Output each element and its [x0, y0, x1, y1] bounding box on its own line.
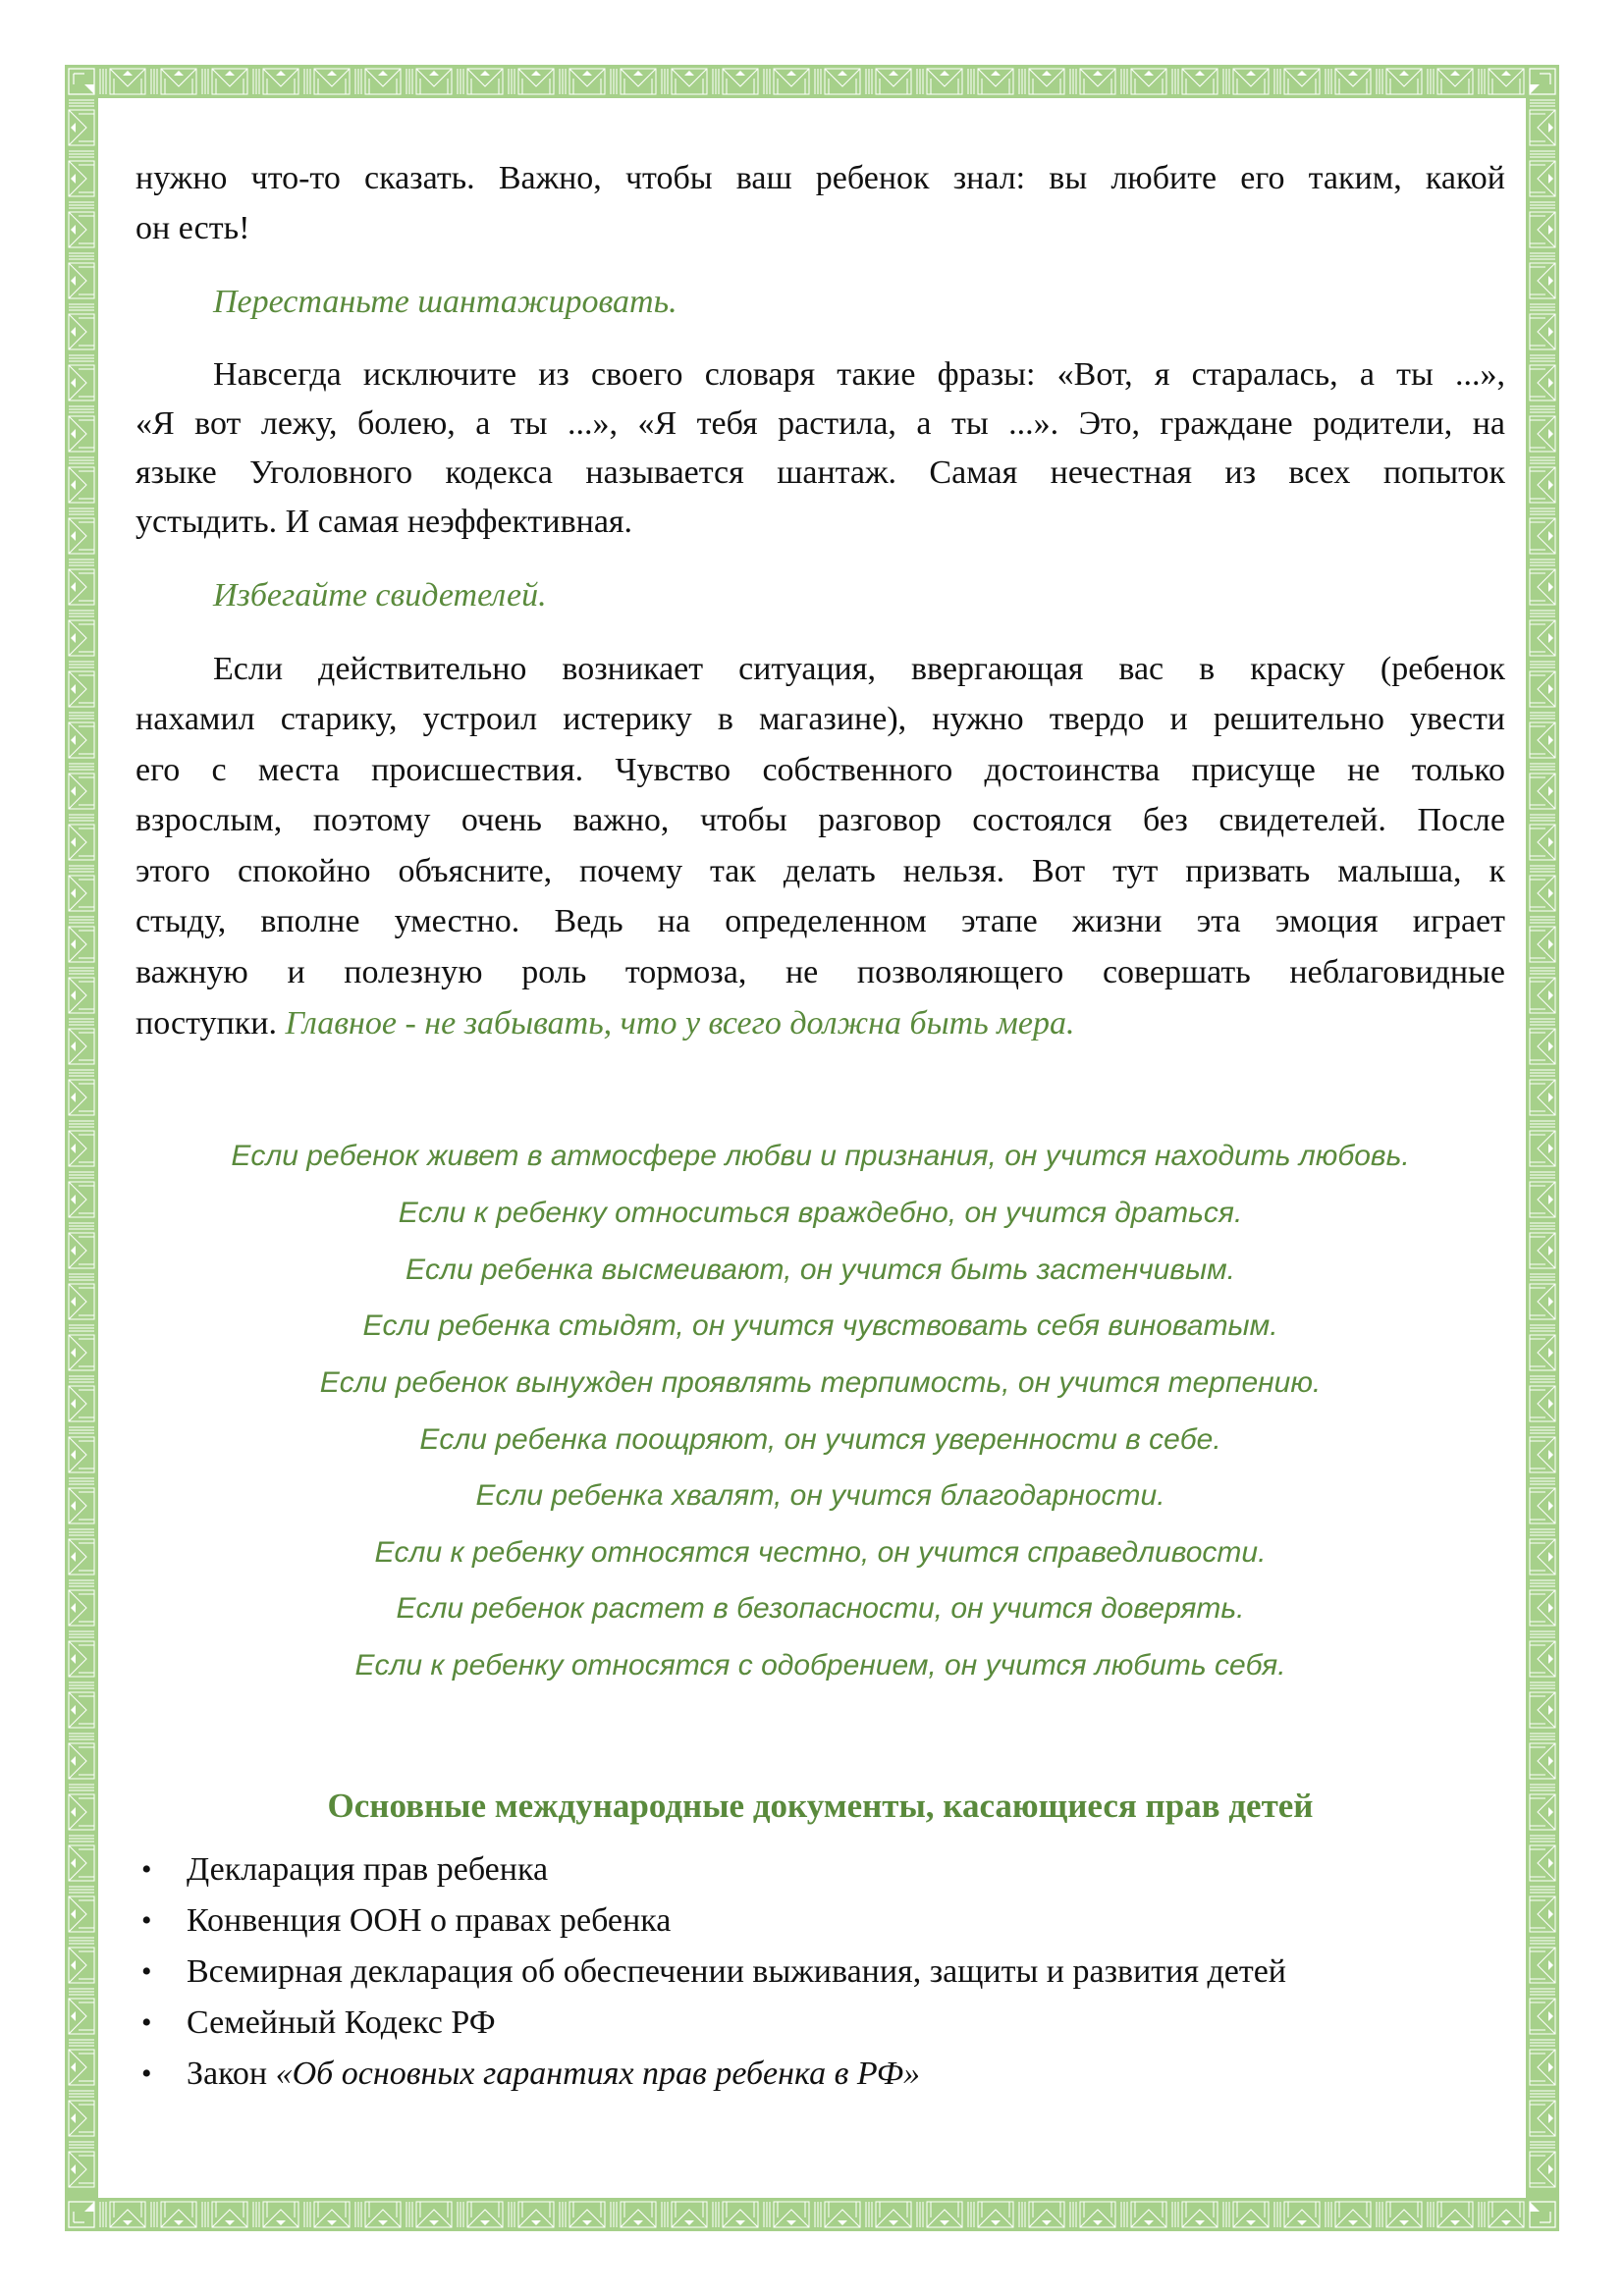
corner-ornament-icon — [1526, 65, 1559, 98]
maxim-line: Если к ребенку относиться враждебно, он учится драться. — [398, 1197, 1243, 1229]
bottom-border-ornament — [65, 2198, 1559, 2231]
bullet-icon: • — [141, 1853, 152, 1886]
corner-ornament-icon — [1526, 2198, 1559, 2231]
paragraph-line: нахамил старику, устроил истерику в магазине), нужно твердо и решительно увести — [135, 701, 1505, 737]
list-item-text: Семейный Кодекс РФ — [187, 2004, 496, 2041]
paragraph-text: поступки. — [135, 1005, 277, 1041]
bullet-icon: • — [141, 1904, 152, 1937]
list-item-italic: «Об основных гарантиях прав ребенка в РФ» — [275, 2056, 921, 2092]
left-border-ornament — [65, 65, 98, 2231]
maxim-line: Если ребенка высмеивают, он учится быть застенчивым. — [406, 1254, 1235, 1286]
maxim-line: Если к ребенку относятся с одобрением, он учится любить себя. — [354, 1649, 1286, 1682]
paragraph-line: его с места происшествия. Чувство собственного достоинства присуще не только — [135, 752, 1505, 788]
paragraph-line: Навсегда исключите из своего словаря такие фразы: «Вот, я старалась, а ты ...», — [213, 356, 1505, 393]
maxim-line: Если ребенка поощряют, он учится уверенности в себе. — [419, 1423, 1221, 1456]
bullet-icon: • — [141, 2057, 152, 2090]
maxim-line: Если ребенок вынужден проявлять терпимость, он учится терпению. — [319, 1366, 1322, 1399]
list-item-text — [187, 2055, 920, 2094]
maxim-line: Если ребенок растет в безопасности, он учится доверять. — [396, 1592, 1245, 1625]
bullet-icon: • — [141, 2006, 152, 2039]
corner-ornament-icon — [65, 65, 98, 98]
list-item-text: Конвенция ООН о правах ребенка — [187, 1902, 672, 1939]
maxim-line: Если ребенка стыдят, он учится чувствовать себя виноватым. — [362, 1309, 1278, 1342]
paragraph-line: языке Уголовного кодекса называется шантаж. Самая нечестная из всех попыток — [135, 454, 1505, 491]
maxim-line: Если к ребенку относятся честно, он учится справедливости. — [374, 1536, 1267, 1569]
paragraph-line: Если действительно возникает ситуация, ввергающая вас в краску (ребенок — [213, 651, 1505, 687]
list-item-text: Всемирная декларация об обеспечении выживания, защиты и развития детей — [187, 1953, 1286, 1990]
emphasis-text: Главное - не забывать, что у всего должна быть мера. — [285, 1005, 1075, 1041]
intro-line: нужно что-то сказать. Важно, чтобы ваш ребенок знал: вы любите его таким, какой — [135, 160, 1505, 196]
paragraph-line: устыдить. И самая неэффективная. — [135, 504, 633, 540]
maxim-line: Если ребенка хвалят, он учится благодарности. — [475, 1479, 1165, 1512]
maxim-line: Если ребенок живет в атмосфере любви и признания, он учится находить любовь. — [231, 1140, 1410, 1172]
list-item-text: Декларация прав ребенка — [187, 1851, 549, 1888]
top-border-ornament — [65, 65, 1559, 98]
paragraph-line: взрослым, поэтому очень важно, чтобы разговор состоялся без свидетелей. После — [135, 802, 1505, 838]
section-heading: Перестаньте шантажировать. — [213, 284, 677, 320]
documents-heading: Основные международные документы, касающиеся прав детей — [327, 1787, 1314, 1825]
intro-line: он есть! — [135, 210, 250, 246]
paragraph-line — [135, 1004, 1505, 1043]
section-heading: Избегайте свидетелей. — [213, 577, 547, 614]
list-item-plain: Закон — [187, 2056, 276, 2092]
paragraph-line: этого спокойно объясните, почему так делать нельзя. Вот тут призвать малыша, к — [135, 853, 1505, 889]
paragraph-line: важную и полезную роль тормоза, не позволяющего совершать неблаговидные — [135, 954, 1505, 990]
right-border-ornament — [1526, 65, 1559, 2231]
bullet-icon: • — [141, 1955, 152, 1988]
paragraph-line: стыду, вполне уместно. Ведь на определенном этапе жизни эта эмоция играет — [135, 903, 1505, 939]
corner-ornament-icon — [65, 2198, 98, 2231]
paragraph-line: «Я вот лежу, болею, а ты ...», «Я тебя растила, а ты ...». Это, граждане родители, на — [135, 405, 1505, 442]
